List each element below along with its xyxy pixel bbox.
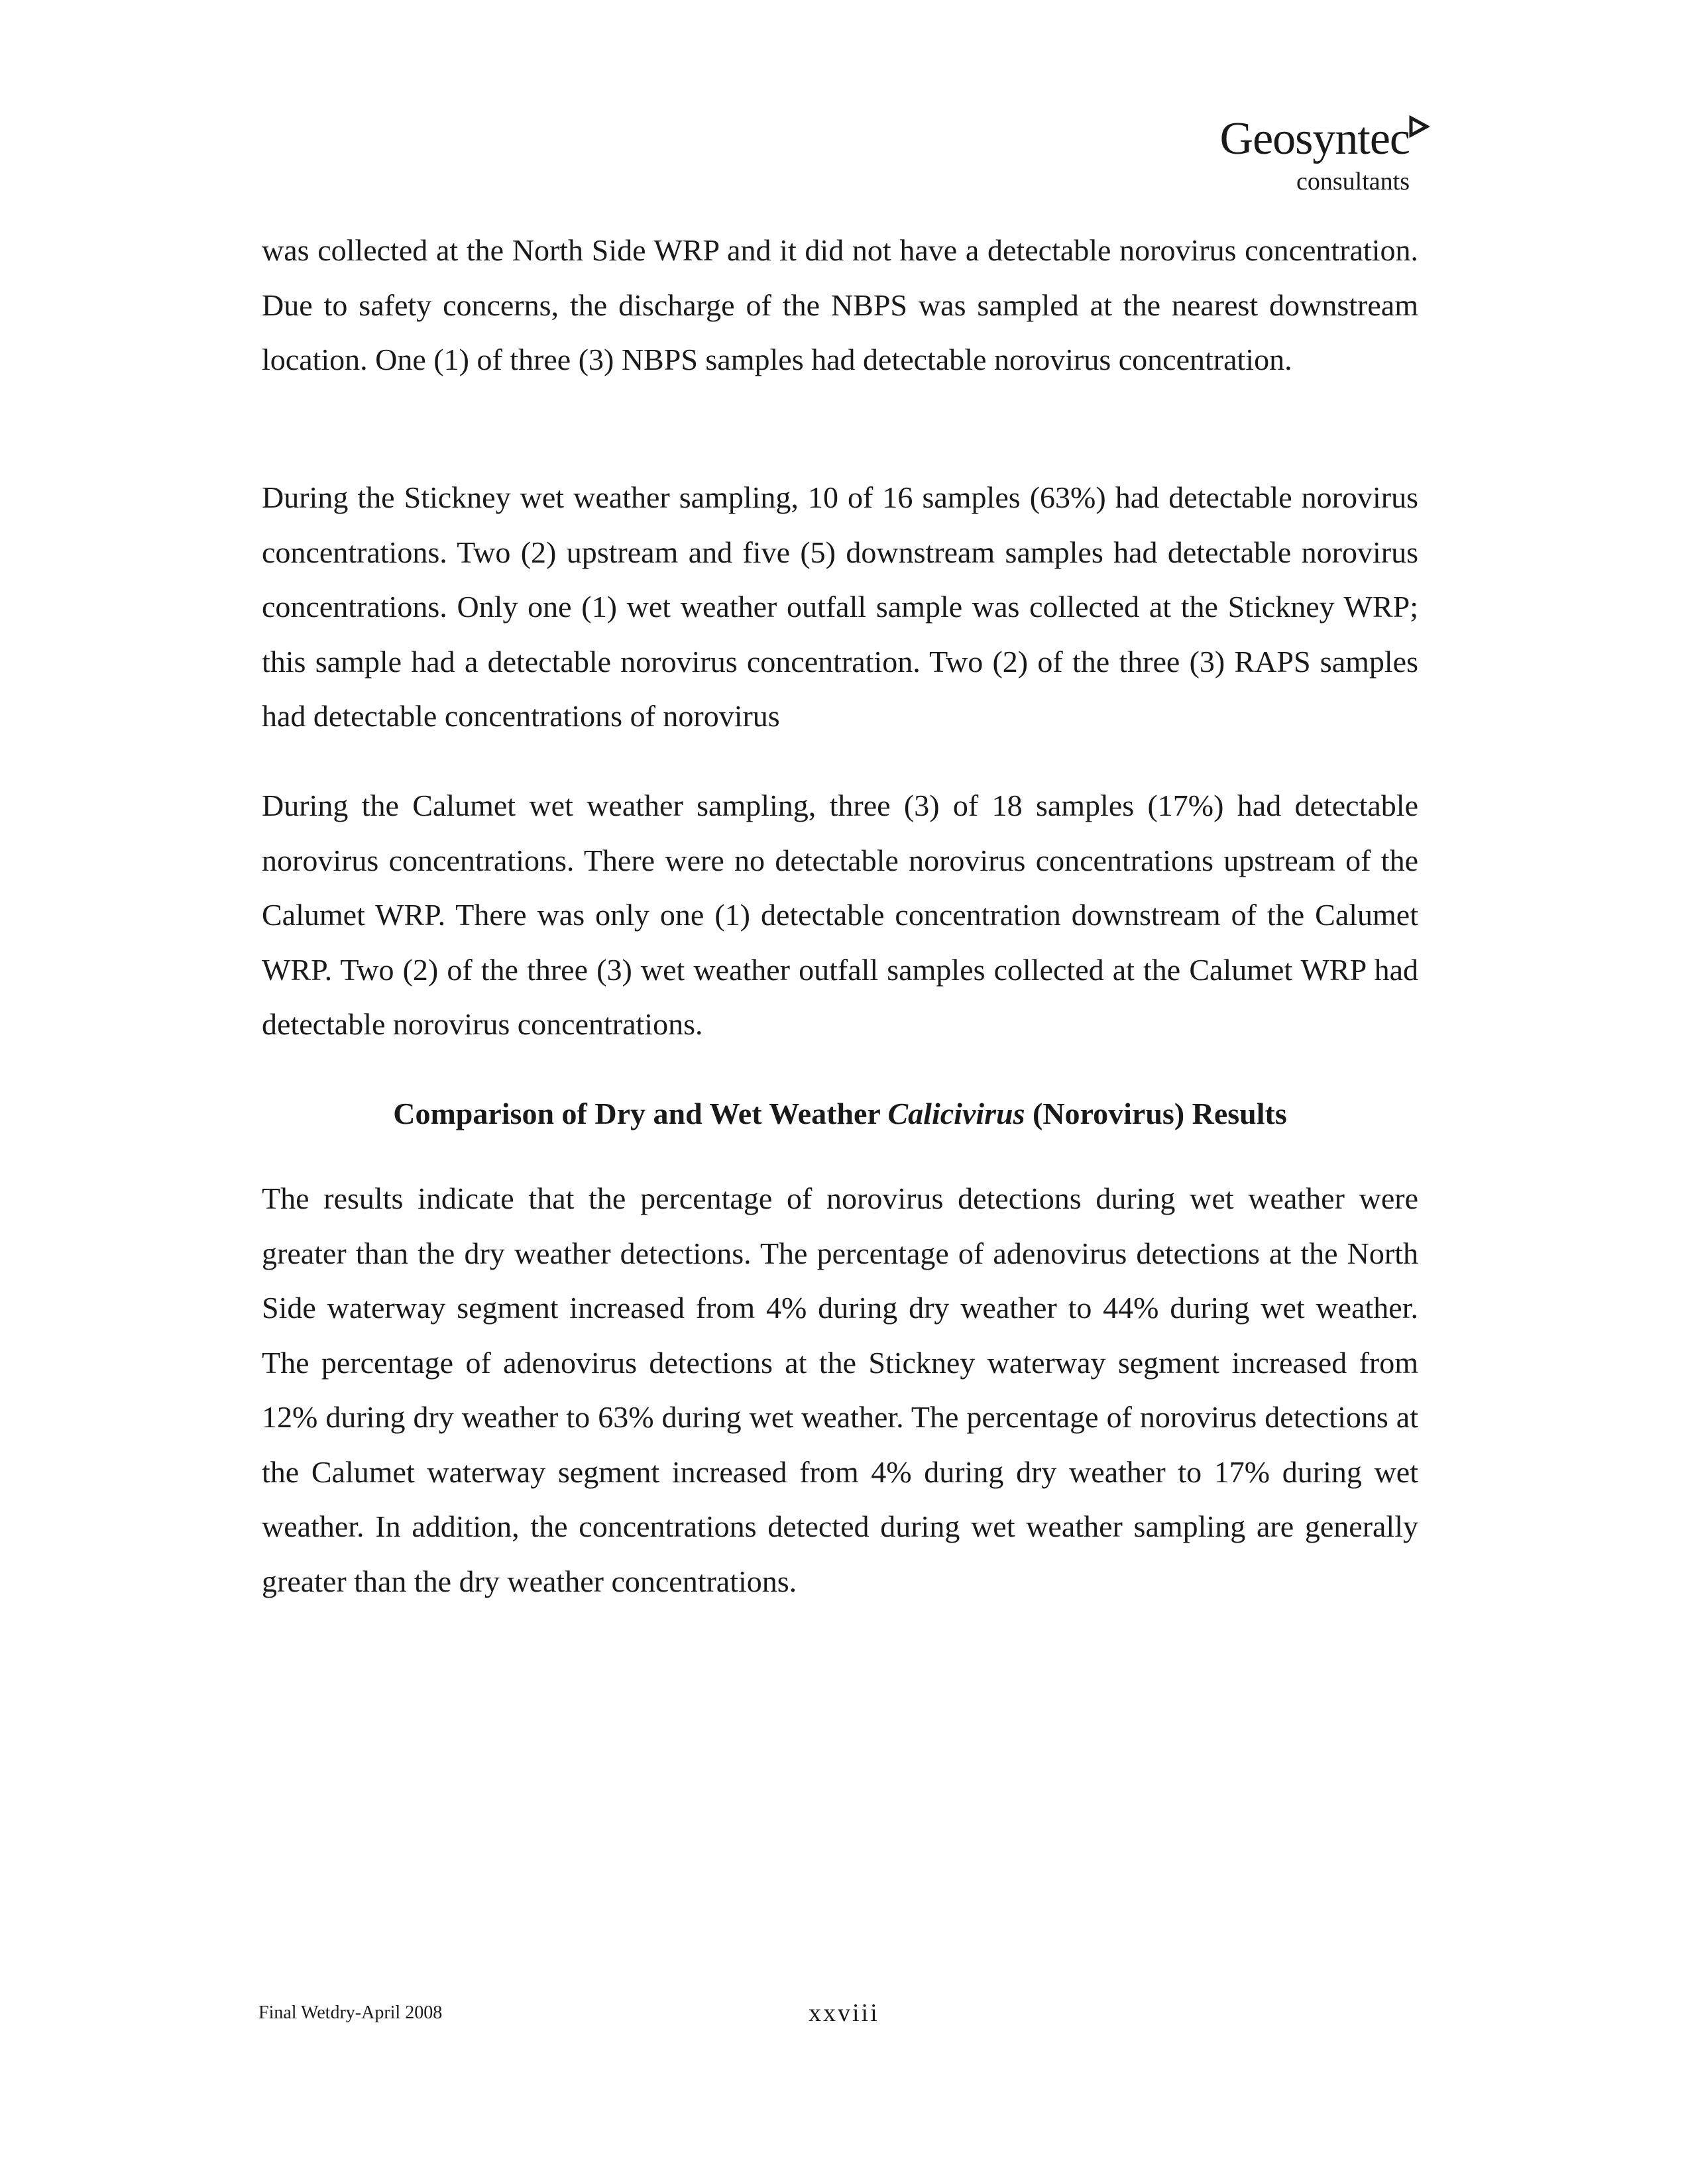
logo-triangle-icon <box>1407 115 1430 138</box>
company-logo <box>1220 113 1410 195</box>
heading-text-start: Comparison of Dry and Wet Weather <box>393 1097 888 1130</box>
section-heading <box>262 1087 1418 1141</box>
page-number: xxviii <box>809 1999 879 2027</box>
paragraph-comparison: The results indicate that the percentage of norovirus detections during wet weather were greater than the dry weather detections. The percentage of adenovirus detections at the North Side waterway segment increased from 4% during dry weather to 44% during wet weather. The percentage of adenovirus detections at the Stickney waterway segment increased from 12% during dry weather to 63% during wet weather. The percentage of norovirus detections at the Calumet waterway segment increased from 4% during dry weather to 17% during wet weather. In addition, the concentrations detected during wet weather sampling are generally greater than the dry weather concentrations. <box>262 1181 1418 1598</box>
paragraph-calumet: During the Calumet wet weather sampling, three (3) of 18 samples (17%) had detectable norovirus concentrations. There were no detectable norovirus concentrations upstream of the Calumet WRP. There was only one (1) detectable concentration downstream of the Calumet WRP. Two (2) of the three (3) wet weather outfall samples collected at the Calumet WRP had detectable norovirus concentrations. <box>262 789 1418 1041</box>
logo-name: Geosyntec <box>1219 113 1410 164</box>
logo-subtitle: consultants <box>1296 168 1410 195</box>
footer-document-label: Final Wetdry-April 2008 <box>258 2002 443 2023</box>
paragraph-north-side: was collected at the North Side WRP and it did not have a detectable norovirus concentration. Due to safety concerns, the discharge of the NBPS was sampled at the nearest downstream location. One (1) of three (3) NBPS samples had detectable norovirus concentration. <box>262 233 1418 376</box>
paragraph-stickney: During the Stickney wet weather sampling, 10 of 16 samples (63%) had detectable norovirus concentrations. Two (2) upstream and five (5) downstream samples had detectable norovirus concentrations. Only one (1) wet weather outfall sample was collected at the Stickney WRP; this sample had a detectable norovirus concentration. Two (2) of the three (3) RAPS samples had detectable concentrations of norovirus <box>262 480 1418 733</box>
heading-text-end: (Norovirus) Results <box>1025 1097 1287 1130</box>
heading-italic-term: Calicivirus <box>887 1097 1025 1130</box>
